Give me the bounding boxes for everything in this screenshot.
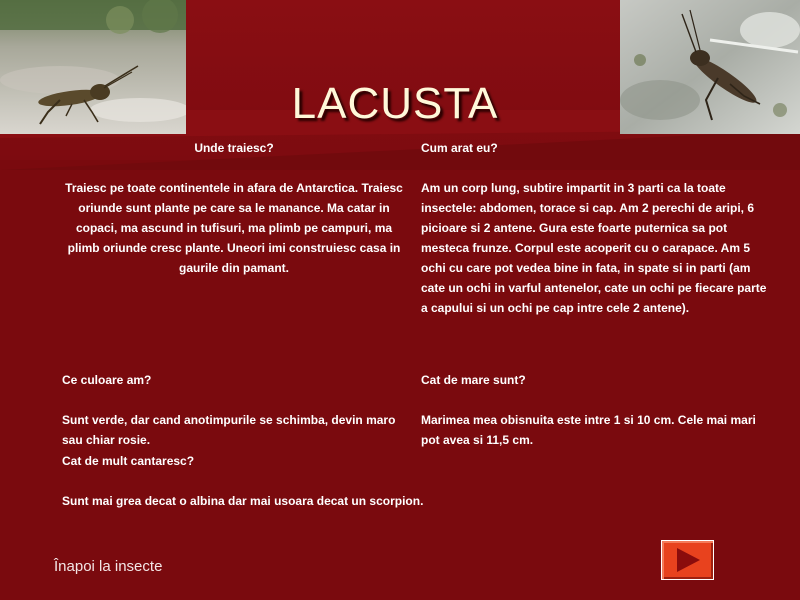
section-color [62, 370, 402, 450]
back-to-insects-link[interactable]: Înapoi la insecte [54, 558, 163, 575]
section-weight [62, 451, 562, 511]
section-appearance [421, 138, 771, 318]
section-size [421, 370, 771, 450]
section-text: Sunt verde, dar cand anotimpurile se schimba, devin maro sau chiar rosie. [62, 413, 396, 447]
next-slide-button[interactable] [661, 540, 714, 580]
page-title: LACUSTA [291, 79, 499, 129]
play-arrow-icon [662, 541, 713, 579]
section-text: Marimea mea obisnuita este intre 1 si 10 cm. Cele mai mari pot avea si 11,5 cm. [421, 413, 756, 447]
section-heading: Unde traiesc? [194, 141, 274, 155]
section-text: Traiesc pe toate continentele in afara de Antarctica. Traiesc oriunde sunt plante pe care sa le manance. Ma catar in copaci, ma ascund in tufisuri, ma plimb pe campuri, ma plimb oriunde cresc plante. Uneori imi construiesc casa in gaurile din pamant. [65, 181, 403, 275]
section-heading: Cat de mult cantaresc? [62, 454, 195, 468]
section-heading: Ce culoare am? [62, 373, 152, 387]
section-heading: Cum arat eu? [421, 141, 498, 155]
section-text: Sunt mai grea decat o albina dar mai usoara decat un scorpion. [62, 494, 424, 508]
section-text: Am un corp lung, subtire impartit in 3 parti ca la toate insectele: abdomen, torace si cap. Am 2 perechi de aripi, 6 picioare si 2 antene. Gura este foarte puternica sa pot mesteca frunze. Corpul este acoperit cu o carapace. Am 5 ochi cu care pot vedea bine in fata, in spate si in parti (am cate un ochi in varful antenelor, cate un ochi pe fiecare parte a capului si un ochi pe cap intre cele 2 antene). [421, 181, 767, 315]
section-heading: Cat de mare sunt? [421, 373, 526, 387]
section-where-live [64, 138, 404, 278]
